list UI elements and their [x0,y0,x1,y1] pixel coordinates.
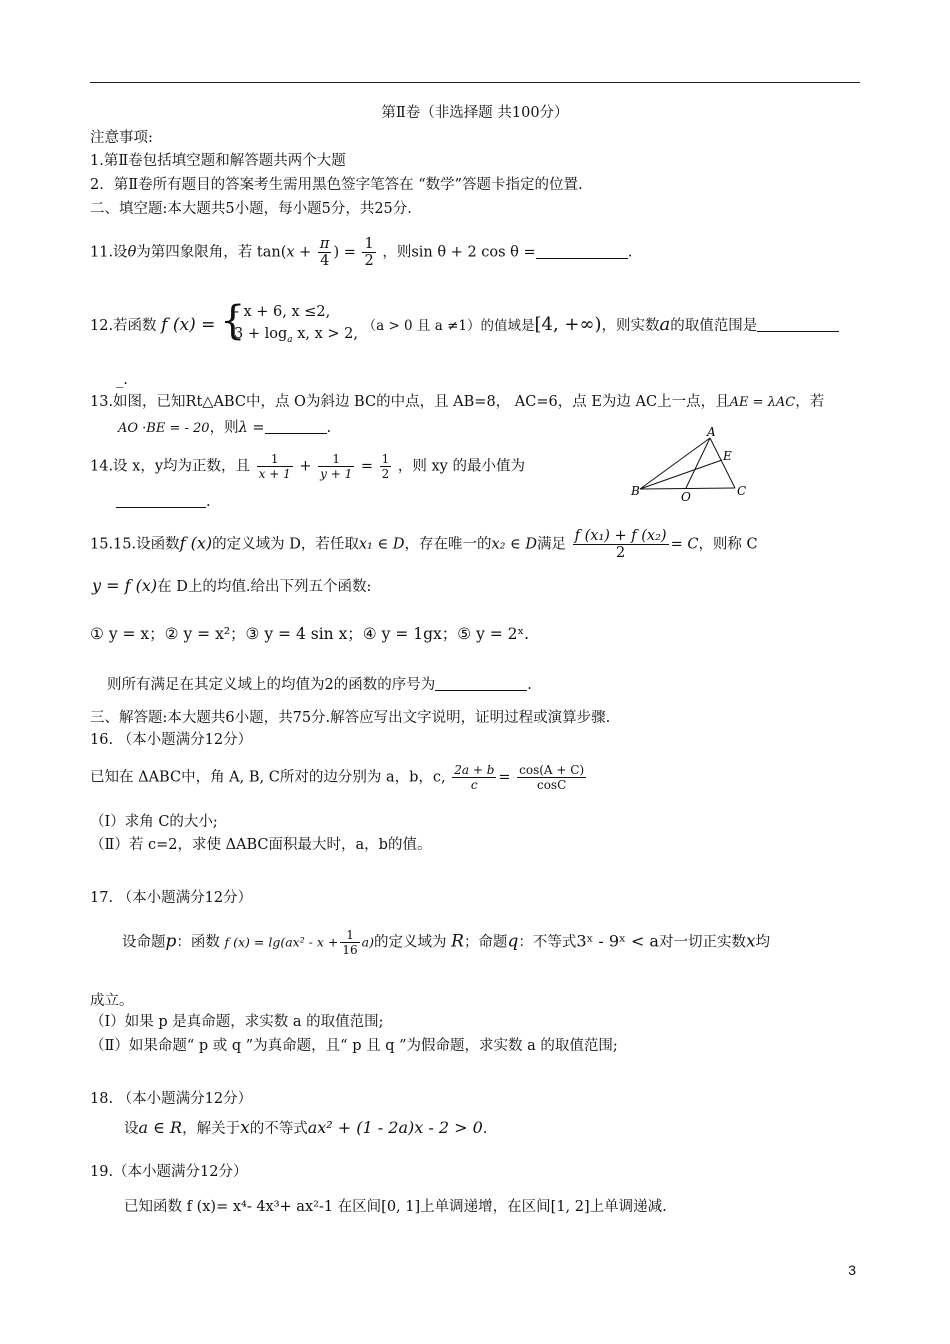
label-B: B [631,484,640,498]
page-title: 第Ⅱ卷（非选择题 共100分） [381,105,569,121]
answer-blank [435,676,527,691]
question-16-head: 16. （本小题满分12分） [90,732,253,748]
notes-item-1: 1.第Ⅱ卷包括填空题和解答题共两个大题 [90,153,346,169]
triangle-figure [622,425,752,505]
answer-blank [116,493,206,508]
section3-heading: 三、解答题:本大题共6小题，共75分.解答应写出文字说明，证明过程或演算步骤. [90,710,611,726]
question-17-part1: （Ⅰ）如果 p 是真命题，求实数 a 的取值范围; [90,1014,384,1030]
question-16-part2: （Ⅱ）若 c=2，求使 ΔABC面积最大时，a，b的值。 [90,837,432,853]
question-14: 14.设 x，y均为正数，且 $\frac{1}{x + 1}$ + $\frac{1}{y + 1}$ = $\frac{1}{2}$ ，则 xy 的最小值为 [90,452,525,481]
question-18-head: 18. （本小题满分12分） [90,1091,253,1107]
question-14-answer: . [116,492,211,512]
edge-BA [640,438,710,489]
question-17-stem: 设命题p：函数 f (x) = lg(ax² - x + $\frac{1}{16}$ a)的定义域为 R；命题q：不等式3ˣ - 9ˣ < a对一切正实数x均 [122,928,771,957]
pi-over-4: $\frac{\pi}{4}$ [319,236,330,269]
question-13-line2: AO ·BE = - 20，则λ = . [118,420,332,436]
mean-fraction: $\frac{\text{f (x₁) + f (x₂)}}{2}$ [574,528,667,561]
question-15-line2: y = f (x)在 D上的均值.给出下列五个函数: [92,576,372,595]
question-17-head: 17. （本小题满分12分） [90,890,253,906]
question-13-line1: 13.如图，已知Rt△ABC中，点 O为斜边 BC的中点，且 AB=8， AC=6，点 E为边 AC上一点，且AE = λAC，若 [90,394,825,410]
answer-blank-wrap: _. [116,372,128,388]
notes-item-2: 2．第Ⅱ卷所有题目的答案考生需用黑色签字笔答在 “数学”答题卡指定的位置. [90,177,583,193]
section2-heading: 二、填空题:本大题共5小题，每小题5分，共25分. [90,201,412,217]
question-17-part2: （Ⅱ）如果命题“ p 或 q ”为真命题，且“ p 且 q ”为假命题，求实数 a 的取值范围; [90,1038,618,1054]
segment-AO [686,438,710,488]
fraction-1-over-y1: $\frac{1}{y + 1}$ [320,452,353,481]
question-15-functions: ① y = x；② y = x²；③ y = 4 sin x；④ y = 1gx；⑤ y = 2ˣ. [90,625,530,643]
header-rule [90,82,860,83]
question-15-line1: 15.15.设函数f (x)的定义域为 D，若任取x₁ ∈ D，存在唯一的x₂ ∈ D满足 $\frac{\text{f (x₁) + f (x₂)}}{2}$ = C，则称 C [90,528,758,561]
segment-BE [640,460,722,489]
question-19-stem: 已知函数 f (x)= x⁴- 4x³+ ax²-1 在区间[0, 1]上单调递增，在区间[1, 2]上单调递减. [124,1199,667,1215]
page-number: 3 [848,1262,856,1278]
question-15-ask: 则所有满足在其定义域上的均值为2的函数的序号为 . [107,677,532,693]
notes-heading: 注意事项: [90,130,153,146]
label-E: E [723,449,732,463]
answer-blank [536,244,628,259]
question-18-stem: 设a ∈ R，解关于x的不等式ax² + (1 - 2a)x - 2 > 0. [124,1118,488,1138]
fraction-1-over-x1: $\frac{1}{x + 1}$ [258,452,291,481]
fraction-1-over-2: $\frac{1}{2}$ [381,452,390,481]
one-half: $\frac{1}{2}$ [364,236,374,269]
question-16-stem: 已知在 ΔABC中，角 A, B, C所对的边分别为 a，b，c, $\frac{2a + b}{c}$ = $\frac{\cos(A + C)}{\cos C}$ [90,763,585,792]
fraction-cos: $\frac{\cos(A + C)}{\cos C}$ [519,763,585,792]
theta-symbol: θ [127,244,137,261]
answer-blank [265,419,327,434]
label-O: O [681,490,691,504]
fraction-2a-plus-b: $\frac{2a + b}{c}$ [454,763,495,792]
question-19-head: 19.（本小题满分12分） [90,1164,248,1180]
piecewise-function: { - x + 6, x ≤2, $3 + \log_a x$, x > 2, [219,298,358,345]
answer-blank [757,317,839,332]
question-16-part1: （Ⅰ）求角 C的大小; [90,814,218,830]
question-12: 12.若函数 f (x) = { - x + 6, x ≤2, $3 + \log_a x$, x > 2, （a > 0 且 a ≠1）的值域是[4, +∞)，则实数a的取值范围是 [90,301,839,351]
question-17-cont: 成立。 [90,993,134,1009]
label-C: C [737,484,747,498]
edge-BC [640,488,735,489]
label-A: A [707,425,716,439]
question-11: 11.设θ为第四象限角，若 tan(x + $\frac{\pi}{4}$ ) = $\frac{1}{2}$ ，则sin θ + 2 cos θ = . [90,236,633,269]
